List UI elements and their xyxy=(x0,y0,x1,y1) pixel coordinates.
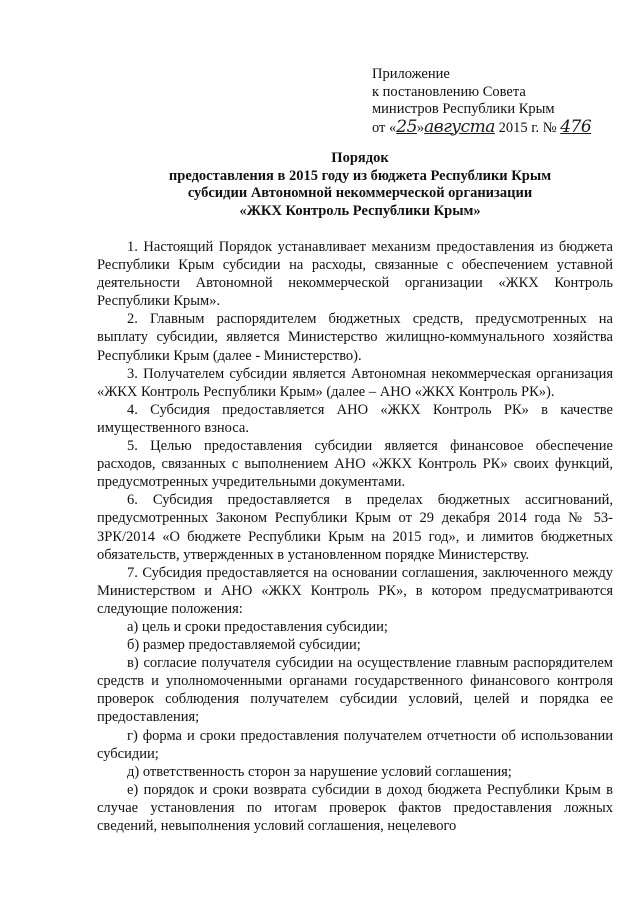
date-separator: » xyxy=(416,119,425,136)
paragraph-1: 1. Настоящий Порядок устанавливает механизм предоставления из бюджета Республики Крым субсидии на расходы, связанные с обеспечением уставной деятельности Автономной некоммерческой организации «ЖКХ Контроль Республики Крым». xyxy=(97,239,613,310)
paragraph-7: 7. Субсидия предоставляется на основании соглашения, заключенного между Министерством и АНО «ЖКХ Контроль РК», в котором предусматриваются следующие положения: xyxy=(97,564,613,617)
clause-v: в) согласие получателя субсидии на осуществление главным распорядителем средств и уполномоченными органами государственного финансового контроля проверок соблюдения получателем субсидии условий, целей и порядка ее предоставления; xyxy=(97,655,613,726)
document-body xyxy=(97,238,613,835)
clause-e: е) порядок и сроки возврата субсидии в доход бюджета Республики Крым в случае установления по итогам проверок фактов предоставления ложных сведений, невыполнения условий соглашения, нецелевого xyxy=(97,781,613,834)
paragraph-3: 3. Получателем субсидии является Автономная некоммерческая организация «ЖКХ Контроль Республики Крым» (далее – АНО «ЖКХ Контроль РК»). xyxy=(97,365,613,400)
date-day-handwritten: 25 xyxy=(396,116,417,137)
date-month-handwritten: августа xyxy=(424,116,495,137)
clause-g: г) форма и сроки предоставления получателем отчетности об использовании субсидии; xyxy=(97,727,613,762)
title-line-2: предоставления в 2015 году из бюджета Республики Крым xyxy=(168,167,552,184)
appendix-block xyxy=(372,66,591,137)
clause-a: а) цель и сроки предоставления субсидии; xyxy=(127,618,388,635)
doc-number-handwritten: 476 xyxy=(560,116,592,137)
clause-d: д) ответственность сторон за нарушение условий соглашения; xyxy=(127,763,512,780)
title-line-3: субсидии Автономной некоммерческой организации xyxy=(187,185,533,201)
paragraph-5: 5. Целью предоставления субсидии является финансовое обеспечение расходов, связанных с выполнением АНО «ЖКХ Контроль РК» своих функций, предусмотренных учредительными документами. xyxy=(97,438,613,491)
appendix-line-1: Приложение xyxy=(372,66,450,82)
appendix-date-line xyxy=(372,116,592,138)
appendix-line-2: к постановлению Совета xyxy=(372,83,526,100)
appendix-line-3: министров Республики Крым xyxy=(372,101,555,117)
clause-b: б) размер предоставляемой субсидии; xyxy=(127,637,361,654)
title-line-1: Порядок xyxy=(331,150,389,166)
paragraph-6: 6. Субсидия предоставляется в пределах бюджетных ассигнований, предусмотренных Законом Республики Крым от 29 декабря 2014 года № 53-ЗРК/2014 «О бюджете Республики Крым на 2015 год», и лимитов бюджетных обязательств, утвержденных в установленном порядке Министерству. xyxy=(97,492,613,563)
title-line-4: «ЖКХ Контроль Республики Крым» xyxy=(239,202,481,219)
paragraph-2: 2. Главным распорядителем бюджетных средств, предусмотренных на выплату субсидии, является Министерство жилищно-коммунального хозяйства Республики Крым (далее - Министерство). xyxy=(97,311,613,364)
date-prefix: от « xyxy=(372,119,397,136)
paragraph-4: 4. Субсидия предоставляется АНО «ЖКХ Контроль РК» в качестве имущественного взноса. xyxy=(97,401,613,436)
document-title xyxy=(90,150,630,220)
date-year: 2015 г. № xyxy=(498,119,557,136)
